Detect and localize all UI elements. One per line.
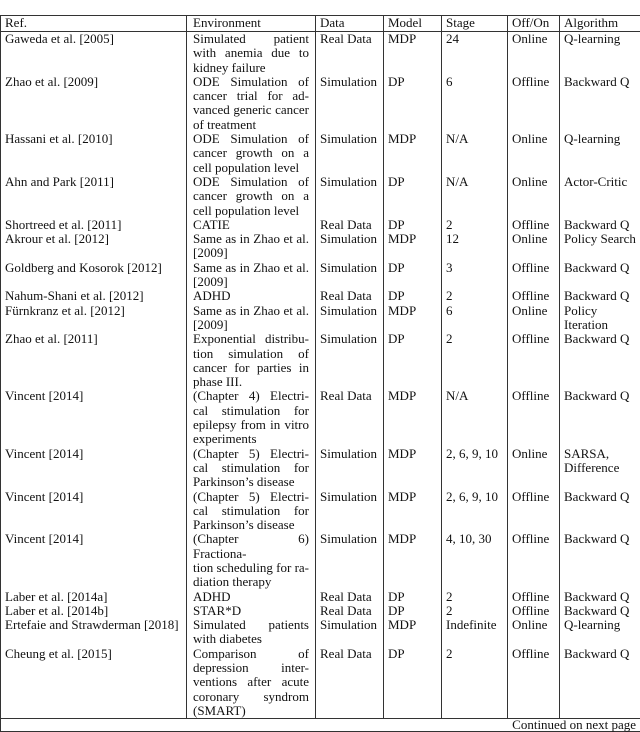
environment-line: diation therapy	[193, 574, 272, 590]
environment-line: ODE Simulation of	[193, 73, 309, 89]
cell-offon: Online	[508, 304, 560, 333]
algorithm-line: Policy Search	[564, 231, 636, 247]
cell-algorithm	[560, 175, 640, 218]
cell-environment	[187, 289, 316, 303]
cell-stage: 3	[442, 261, 508, 290]
environment-line: coronary syndrom	[193, 688, 309, 704]
cell-algorithm	[560, 132, 640, 175]
cell-environment	[187, 389, 316, 446]
header-algorithm: Algorithm	[564, 15, 619, 30]
cell-offon: Offline	[508, 218, 560, 232]
environment-line: epilepsy from in vitro	[193, 417, 309, 433]
cell-data: Real Data	[316, 389, 384, 446]
algorithm-line: Backward Q	[564, 588, 630, 604]
environment-line: Exponential distribu-	[193, 331, 309, 347]
cell-data: Simulation	[316, 490, 384, 533]
cell-stage: N/A	[442, 132, 508, 175]
cell-ref: Vincent [2014]	[1, 532, 187, 589]
cell-ref: Laber et al. [2014a]	[1, 590, 187, 604]
cell-environment	[187, 132, 316, 175]
cell-data: Simulation	[316, 175, 384, 218]
table-row	[1, 232, 640, 261]
cell-data: Simulation	[316, 304, 384, 333]
cell-model: DP	[384, 261, 442, 290]
cell-data: Real Data	[316, 32, 384, 75]
cell-algorithm	[560, 304, 640, 333]
cell-algorithm	[560, 332, 640, 389]
cell-environment	[187, 332, 316, 389]
cell-model: DP	[384, 332, 442, 389]
cell-model: MDP	[384, 532, 442, 589]
cell-data: Simulation	[316, 447, 384, 490]
environment-line: CATIE	[193, 216, 230, 232]
environment-line: [2009]	[193, 274, 228, 290]
environment-line: cell population level	[193, 159, 300, 175]
table-row	[1, 532, 640, 589]
cell-offon: Online	[508, 618, 560, 647]
environment-line: Simulated patient	[193, 31, 309, 46]
header-data: Data	[316, 16, 384, 31]
algorithm-line: Policy Iteration	[564, 302, 609, 332]
cell-environment	[187, 590, 316, 604]
environment-line: [2009]	[193, 245, 228, 261]
cell-ref: Nahum-Shani et al. [2012]	[1, 289, 187, 303]
table-header-row	[1, 16, 640, 32]
environment-line: kidney failure	[193, 59, 266, 75]
table-row	[1, 647, 640, 718]
environment-line: cal stimulation for	[193, 402, 309, 418]
table-row	[1, 590, 640, 604]
environment-line: (Chapter 5) Electri-	[193, 445, 309, 461]
algorithm-line: Backward Q	[564, 259, 630, 275]
cell-stage: 6	[442, 304, 508, 333]
cell-model: MDP	[384, 490, 442, 533]
cell-stage: 2	[442, 332, 508, 389]
cell-ref: Ahn and Park [2011]	[1, 175, 187, 218]
cell-environment	[187, 218, 316, 232]
cell-data: Simulation	[316, 132, 384, 175]
cell-ref: Cheung et al. [2015]	[1, 647, 187, 718]
cell-algorithm	[560, 289, 640, 303]
table-row	[1, 389, 640, 446]
cell-model: MDP	[384, 618, 442, 647]
header-ref: Ref.	[1, 16, 187, 31]
cell-algorithm	[560, 232, 640, 261]
table-row	[1, 132, 640, 175]
environment-line: cancer growth on a	[193, 188, 309, 204]
environment-line: cancer for parties in	[193, 359, 309, 375]
environment-line: cal stimulation for	[193, 502, 309, 518]
cell-offon: Online	[508, 232, 560, 261]
cell-algorithm	[560, 618, 640, 647]
environment-line: (Chapter 6) Fractiona-	[193, 531, 309, 561]
cell-ref: Vincent [2014]	[1, 490, 187, 533]
cell-stage: 2	[442, 604, 508, 618]
cell-model: MDP	[384, 304, 442, 333]
cell-data: Simulation	[316, 261, 384, 290]
environment-line: (Chapter 4) Electri-	[193, 388, 309, 404]
table-body	[1, 32, 640, 718]
cell-stage: 2	[442, 289, 508, 303]
table-row	[1, 75, 640, 132]
algorithm-line: Backward Q	[564, 73, 630, 89]
cell-ref: Gaweda et al. [2005]	[1, 32, 187, 75]
cell-ref: Vincent [2014]	[1, 447, 187, 490]
cell-offon: Offline	[508, 532, 560, 589]
cell-model: DP	[384, 647, 442, 718]
cell-offon: Offline	[508, 75, 560, 132]
cell-offon: Offline	[508, 289, 560, 303]
cell-data: Simulation	[316, 532, 384, 589]
table-row	[1, 618, 640, 647]
environment-line: Same as in Zhao et al.	[193, 302, 309, 318]
environment-line: ADHD	[193, 588, 231, 604]
environment-line: cal stimulation for	[193, 459, 309, 475]
environment-line: depression inter-	[193, 660, 309, 676]
table-row	[1, 261, 640, 290]
environment-line: cancer growth on a	[193, 145, 309, 161]
cell-model: DP	[384, 175, 442, 218]
cell-offon: Offline	[508, 490, 560, 533]
cell-ref: Akrour et al. [2012]	[1, 232, 187, 261]
cell-stage: 6	[442, 75, 508, 132]
cell-stage: 2, 6, 9, 10	[442, 490, 508, 533]
cell-offon: Offline	[508, 604, 560, 618]
cell-stage: N/A	[442, 175, 508, 218]
cell-environment	[187, 175, 316, 218]
cell-data: Real Data	[316, 289, 384, 303]
cell-offon: Offline	[508, 261, 560, 290]
algorithm-line: Backward Q	[564, 216, 630, 232]
cell-model: DP	[384, 604, 442, 618]
cell-algorithm	[560, 590, 640, 604]
cell-algorithm	[560, 647, 640, 718]
environment-line: cell population level	[193, 202, 300, 218]
table-row	[1, 218, 640, 232]
cell-stage: 4, 10, 30	[442, 532, 508, 589]
cell-stage: 2, 6, 9, 10	[442, 447, 508, 490]
environment-line: Same as in Zhao et al.	[193, 231, 309, 247]
environment-line: [2009]	[193, 316, 228, 332]
cell-environment	[187, 232, 316, 261]
cell-data: Simulation	[316, 332, 384, 389]
cell-stage: N/A	[442, 389, 508, 446]
cell-data: Real Data	[316, 218, 384, 232]
cell-environment	[187, 604, 316, 618]
table-row	[1, 304, 640, 333]
cell-model: MDP	[384, 447, 442, 490]
table-row	[1, 447, 640, 490]
cell-algorithm	[560, 32, 640, 75]
environment-line: (SMART)	[193, 702, 246, 718]
environment-line: tion scheduling for ra-	[193, 559, 309, 575]
algorithm-line: Actor-Critic	[564, 173, 628, 189]
algorithm-line: Backward Q	[564, 331, 630, 347]
algorithm-line: Backward Q	[564, 531, 630, 547]
table-row	[1, 175, 640, 218]
environment-line: ODE Simulation of	[193, 131, 309, 147]
cell-offon: Online	[508, 132, 560, 175]
cell-model: DP	[384, 590, 442, 604]
cell-data: Real Data	[316, 590, 384, 604]
cell-ref: Vincent [2014]	[1, 389, 187, 446]
cell-stage: 2	[442, 218, 508, 232]
header-environment: Environment	[187, 16, 316, 31]
environment-line: phase III.	[193, 374, 243, 390]
cell-stage: 12	[442, 232, 508, 261]
algorithm-line: Difference	[564, 459, 620, 475]
cell-algorithm	[560, 447, 640, 490]
environment-line: with anemia due to	[193, 45, 309, 61]
cell-model: MDP	[384, 389, 442, 446]
environment-line: experiments	[193, 431, 257, 447]
environment-line: ODE Simulation of	[193, 173, 309, 189]
cell-ref: Hassani et al. [2010]	[1, 132, 187, 175]
cell-algorithm	[560, 75, 640, 132]
header-offon: Off/On	[508, 16, 560, 31]
cell-ref: Fürnkranz et al. [2012]	[1, 304, 187, 333]
cell-stage: 2	[442, 590, 508, 604]
cell-algorithm	[560, 261, 640, 290]
environment-line: tion simulation of	[193, 345, 309, 361]
cell-offon: Online	[508, 32, 560, 75]
cell-data: Real Data	[316, 647, 384, 718]
environment-line: Same as in Zhao et al.	[193, 259, 309, 275]
cell-data: Simulation	[316, 618, 384, 647]
environment-line: Parkinson’s disease	[193, 517, 295, 533]
papers-table	[0, 15, 640, 718]
table-row	[1, 490, 640, 533]
algorithm-line: Backward Q	[564, 388, 630, 404]
environment-line: ADHD	[193, 288, 231, 304]
cell-ref: Shortreed et al. [2011]	[1, 218, 187, 232]
cell-data: Real Data	[316, 604, 384, 618]
cell-model: MDP	[384, 32, 442, 75]
cell-offon: Online	[508, 175, 560, 218]
cell-environment	[187, 647, 316, 718]
cell-ref: Laber et al. [2014b]	[1, 604, 187, 618]
cell-stage: 2	[442, 647, 508, 718]
cell-environment	[187, 447, 316, 490]
algorithm-line: Backward Q	[564, 645, 630, 661]
cell-model: MDP	[384, 232, 442, 261]
cell-environment	[187, 532, 316, 589]
cell-algorithm	[560, 532, 640, 589]
cell-algorithm	[560, 490, 640, 533]
algorithm-line: Q-learning	[564, 31, 621, 46]
table-row	[1, 332, 640, 389]
algorithm-line: Backward Q	[564, 602, 630, 618]
environment-line: cancer trial for ad-	[193, 88, 309, 104]
cell-offon: Offline	[508, 332, 560, 389]
environment-line: ventions after acute	[193, 674, 309, 690]
environment-line: Parkinson’s disease	[193, 474, 295, 490]
cell-ref: Ertefaie and Strawderman [2018]	[1, 618, 187, 647]
environment-line: STAR*D	[193, 602, 242, 618]
environment-line: of treatment	[193, 116, 257, 132]
cell-environment	[187, 75, 316, 132]
table-row	[1, 32, 640, 75]
cell-environment	[187, 32, 316, 75]
cell-algorithm	[560, 604, 640, 618]
algorithm-line: Backward Q	[564, 488, 630, 504]
header-model: Model	[384, 16, 442, 31]
cell-environment	[187, 490, 316, 533]
environment-line: Simulated patients	[193, 617, 309, 633]
algorithm-line: Q-learning	[564, 131, 621, 147]
cell-environment	[187, 304, 316, 333]
cell-ref: Goldberg and Kosorok [2012]	[1, 261, 187, 290]
table-row	[1, 289, 640, 303]
algorithm-line: Backward Q	[564, 288, 630, 304]
environment-line: (Chapter 5) Electri-	[193, 488, 309, 504]
cell-environment	[187, 618, 316, 647]
header-stage: Stage	[442, 16, 508, 31]
environment-line: Comparison of	[193, 645, 309, 661]
cell-offon: Offline	[508, 389, 560, 446]
continued-note: Continued on next page	[512, 717, 636, 732]
cell-offon: Online	[508, 447, 560, 490]
table-row	[1, 604, 640, 618]
environment-line: with diabetes	[193, 631, 262, 647]
cell-model: DP	[384, 289, 442, 303]
table-footer	[0, 718, 640, 732]
algorithm-line: SARSA,	[564, 445, 610, 461]
cell-ref: Zhao et al. [2009]	[1, 75, 187, 132]
cell-stage: 24	[442, 32, 508, 75]
cell-model: DP	[384, 218, 442, 232]
cell-stage: Indefinite	[442, 618, 508, 647]
cell-offon: Offline	[508, 647, 560, 718]
cell-ref: Zhao et al. [2011]	[1, 332, 187, 389]
cell-data: Simulation	[316, 232, 384, 261]
algorithm-line: Q-learning	[564, 617, 621, 633]
cell-environment	[187, 261, 316, 290]
cell-algorithm	[560, 389, 640, 446]
environment-line: vanced generic cancer	[193, 102, 309, 118]
cell-offon: Offline	[508, 590, 560, 604]
cell-algorithm	[560, 218, 640, 232]
cell-data: Simulation	[316, 75, 384, 132]
cell-model: MDP	[384, 132, 442, 175]
cell-model: DP	[384, 75, 442, 132]
